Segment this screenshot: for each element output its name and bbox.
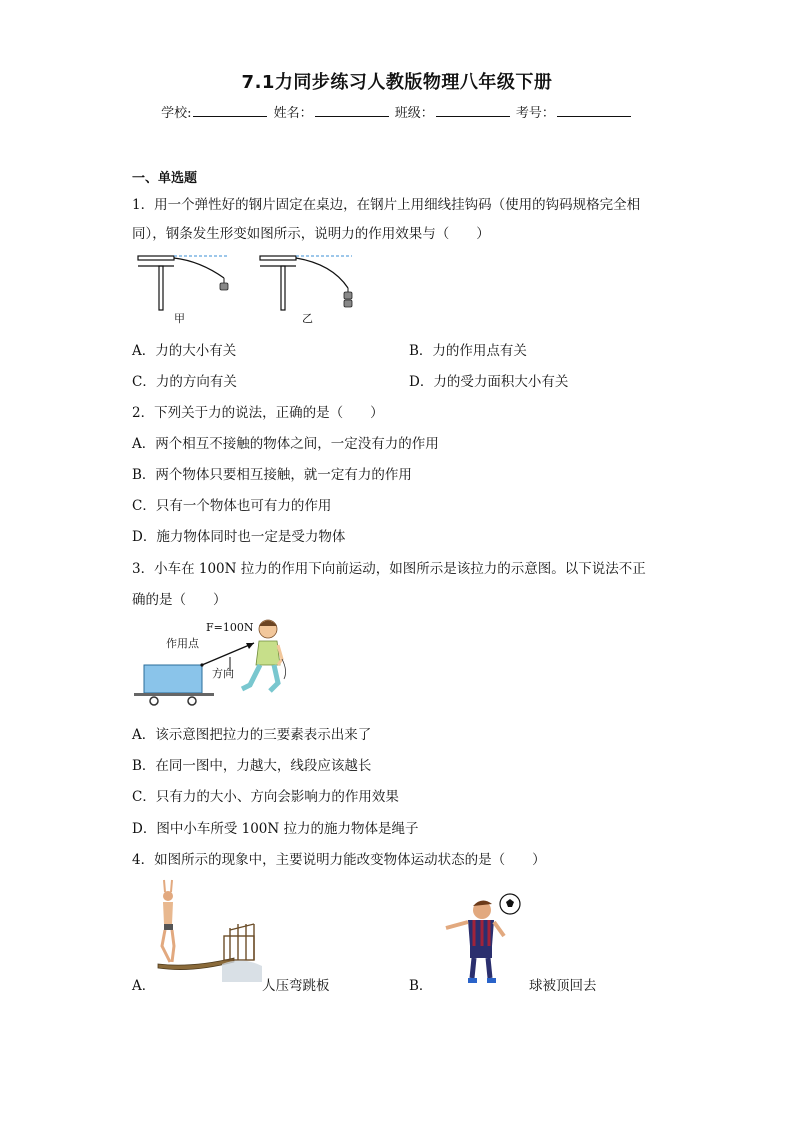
q4-header-ball-figure [432, 888, 524, 984]
school-label: 学校: [161, 106, 192, 121]
q3-force-label: F=100N [206, 621, 254, 634]
q4-option-b-letter[interactable]: B． [409, 978, 433, 994]
q2-option-d[interactable]: D．施力物体同时也一定是受力物体 [132, 529, 346, 545]
q3-figure-cart-pull [132, 615, 297, 710]
class-blank[interactable] [436, 104, 510, 117]
school-blank[interactable] [193, 104, 267, 117]
q1-fig-label-jia: 甲 [174, 312, 185, 325]
name-label: 姓名： [273, 106, 313, 121]
name-blank[interactable] [315, 104, 389, 117]
q3-option-c[interactable]: C．只有力的大小、方向会影响力的作用效果 [132, 789, 399, 805]
q4-option-a-letter[interactable]: A． [132, 978, 156, 994]
exam-number-blank[interactable] [557, 104, 631, 117]
q1-option-a[interactable]: A．力的大小有关 [132, 343, 237, 359]
q2-option-a[interactable]: A．两个相互不接触的物体之间，一定没有力的作用 [132, 436, 439, 452]
q2-option-b[interactable]: B．两个物体只要相互接触，就一定有力的作用 [132, 467, 412, 483]
q1-stem-line2: 同），钢条发生形变如图所示，说明力的作用效果与（ ） [132, 226, 490, 242]
q3-option-a[interactable]: A．该示意图把拉力的三要素表示出来了 [132, 727, 372, 743]
q1-option-c[interactable]: C．力的方向有关 [132, 374, 237, 390]
exam-number-label: 考号： [515, 106, 555, 121]
q4-diving-board-figure [152, 878, 264, 983]
q3-point-label: 作用点 [166, 637, 199, 650]
q3-stem-line2: 确的是（ ） [132, 592, 227, 608]
page-title: 7.1力同步练习人教版物理八年级下册 [241, 72, 553, 93]
q2-stem: 2．下列关于力的说法，正确的是（ ） [132, 405, 384, 421]
section-heading: 一、单选题 [132, 171, 198, 186]
q3-direction-label: 方向 [212, 667, 234, 680]
class-label: 班级： [394, 106, 434, 121]
q2-option-c[interactable]: C．只有一个物体也可有力的作用 [132, 498, 332, 514]
q4-stem: 4．如图所示的现象中，主要说明力能改变物体运动状态的是（ ） [132, 852, 546, 868]
q3-option-d[interactable]: D．图中小车所受 100N 拉力的施力物体是绳子 [132, 821, 419, 837]
q1-figure-yi [260, 252, 360, 324]
student-info-line [0, 102, 794, 121]
q4-option-a-caption: 人压弯跳板 [262, 978, 330, 994]
q1-option-b[interactable]: B．力的作用点有关 [409, 343, 527, 359]
q1-figure-jia [138, 252, 238, 324]
q1-stem-line1: 1．用一个弹性好的钢片固定在桌边，在钢片上用细线挂钩码（使用的钩码规格完全相 [132, 197, 641, 213]
q1-option-d[interactable]: D．力的受力面积大小有关 [409, 374, 569, 390]
q4-option-b-caption: 球被顶回去 [529, 978, 597, 994]
q3-stem-line1: 3．小车在 100N 拉力的作用下向前运动，如图所示是该拉力的示意图。以下说法不正 [132, 561, 646, 577]
q3-option-b[interactable]: B．在同一图中，力越大，线段应该越长 [132, 758, 372, 774]
q1-fig-label-yi: 乙 [302, 312, 313, 325]
